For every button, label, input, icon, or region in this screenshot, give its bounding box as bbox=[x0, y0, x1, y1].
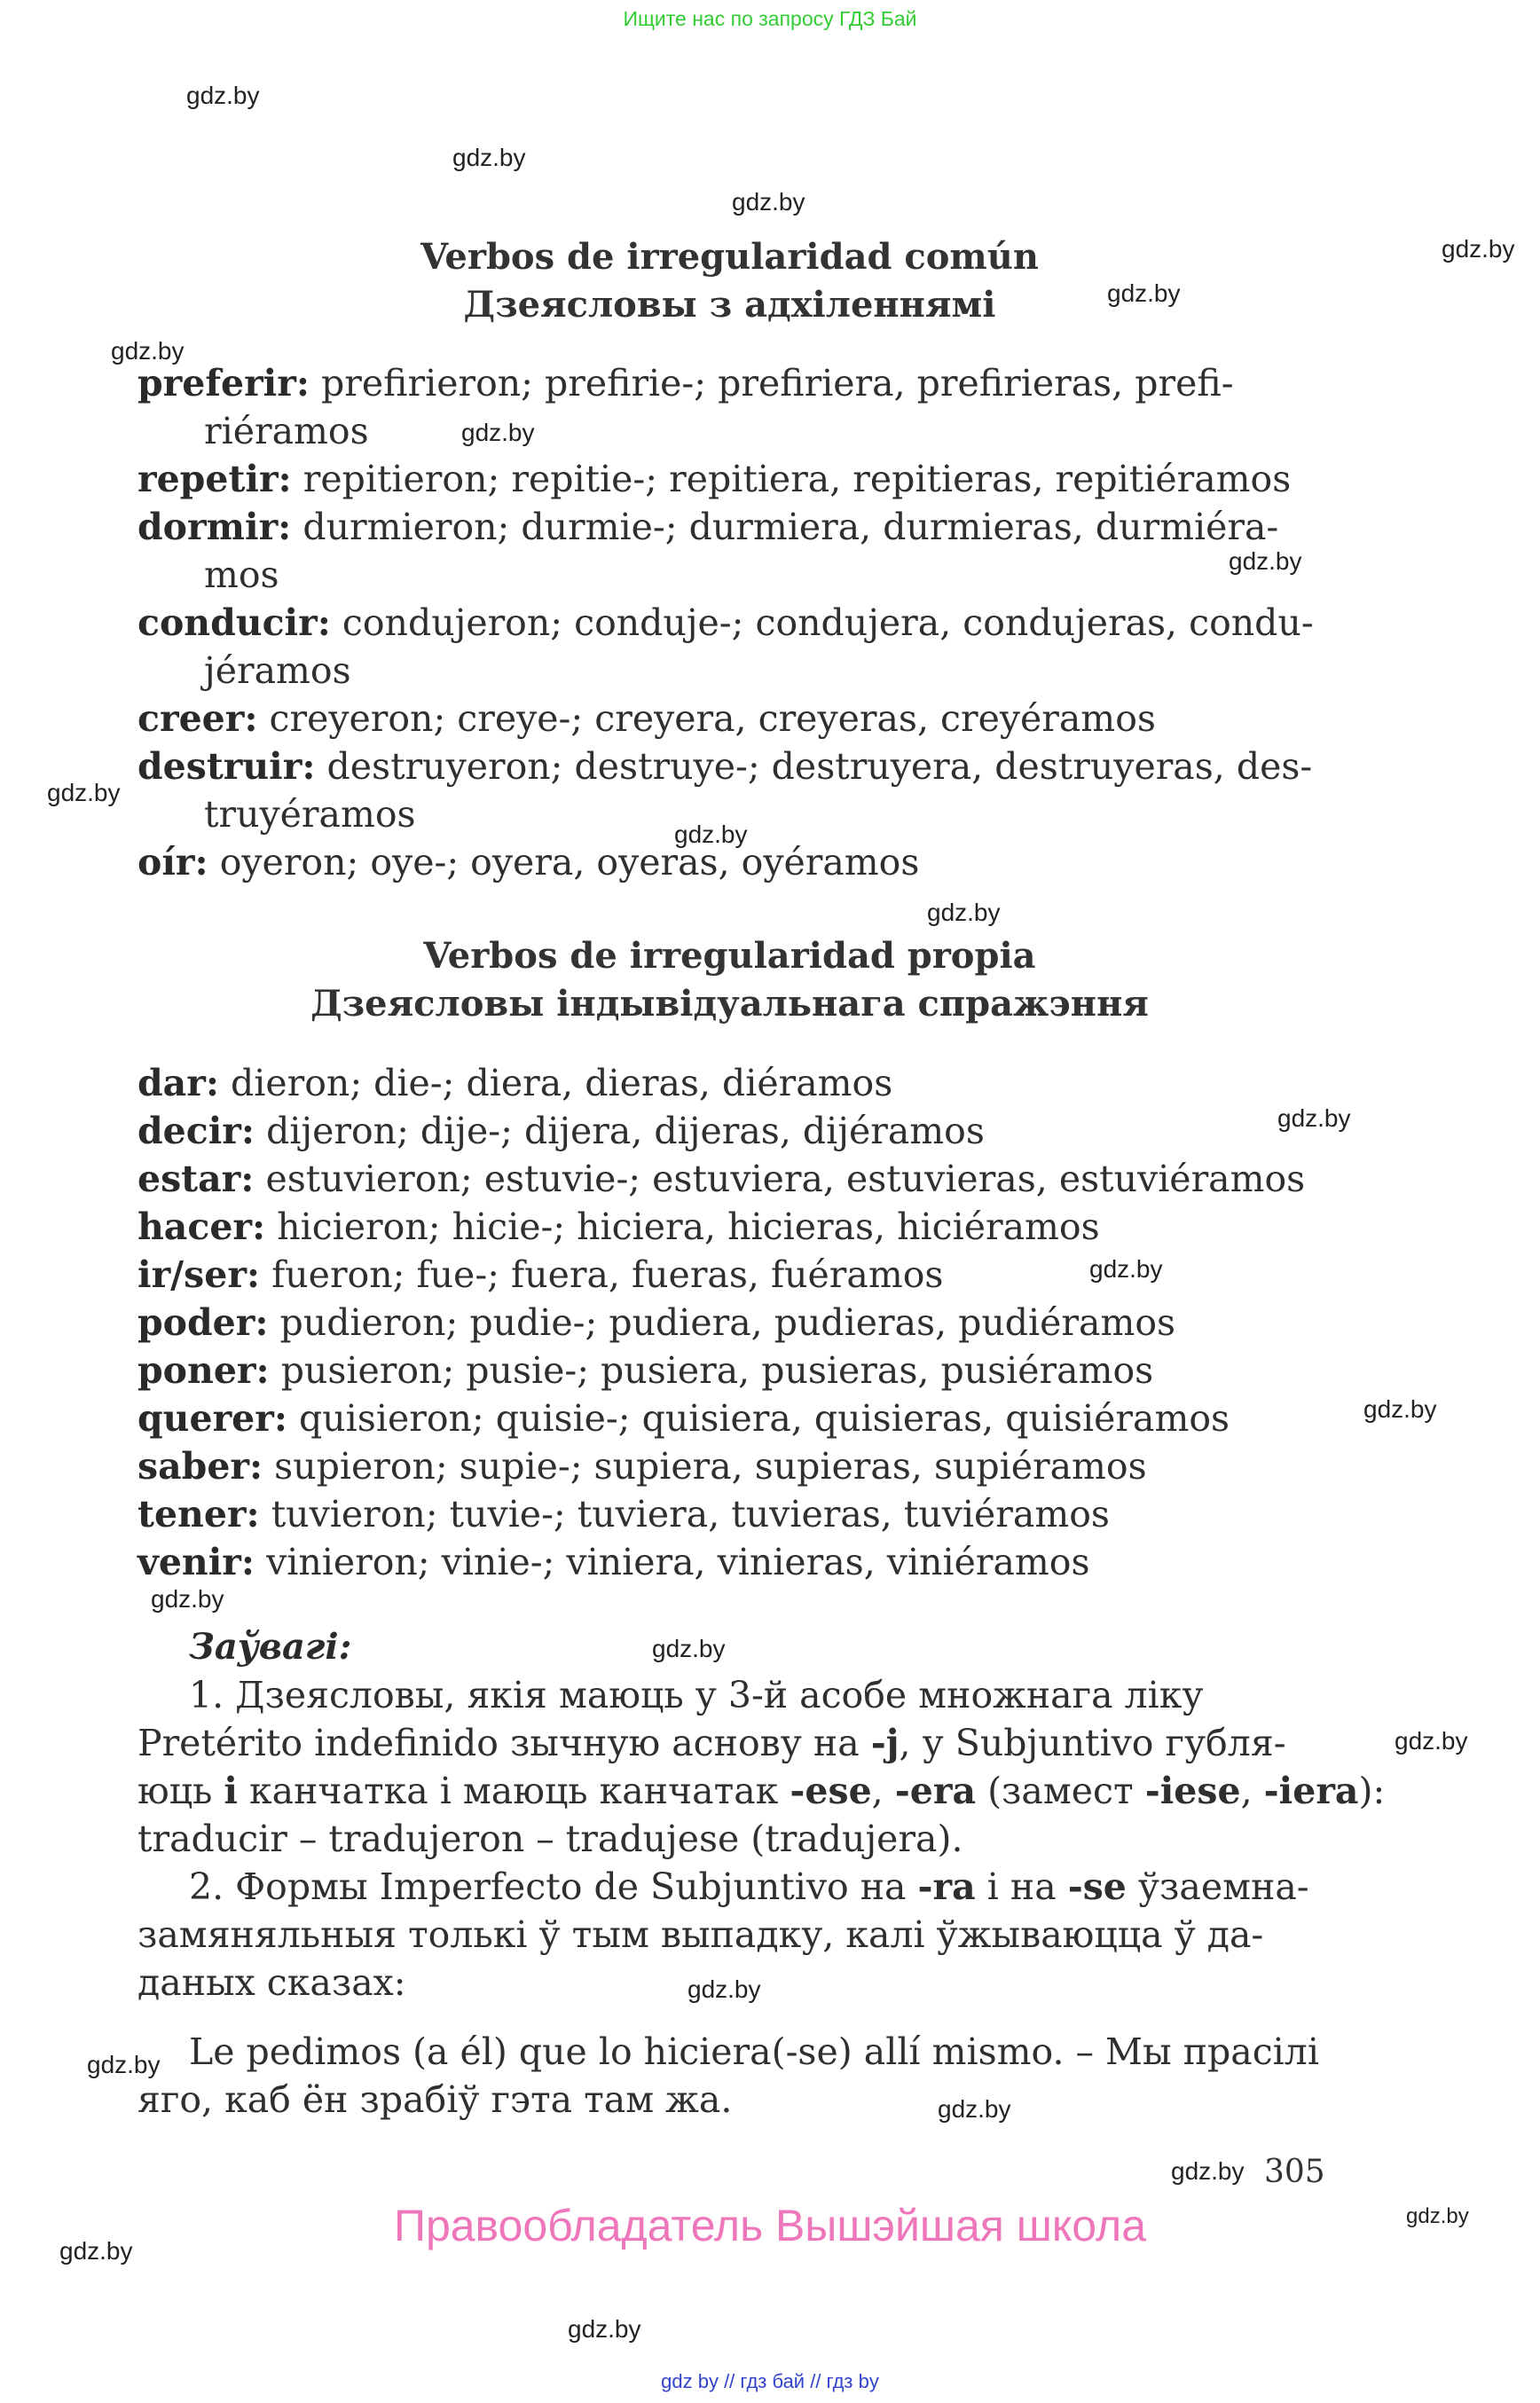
verb-name: hacer: bbox=[138, 1205, 266, 1248]
ending-ra: -ra bbox=[917, 1865, 976, 1908]
verb-forms: oyeron; oye-; oyera, oyeras, oyéramos bbox=[208, 841, 920, 883]
watermark: gdz.by bbox=[59, 2237, 133, 2265]
note-line bbox=[138, 1719, 1322, 1767]
watermark: gdz.by bbox=[47, 779, 121, 806]
example-line: яго, каб ён зрабіў гэта там жа. bbox=[138, 2078, 733, 2121]
verb-forms: supieron; supie-; supiera, supieras, supiéramos bbox=[263, 1445, 1147, 1488]
watermark: gdz.by bbox=[1406, 2204, 1469, 2228]
note-text: 2. Формы Imperfecto de Subjuntivo на bbox=[189, 1865, 918, 1908]
verb-forms: fueron; fue-; fuera, fueras, fuéramos bbox=[260, 1253, 944, 1296]
verb-forms: prefirieron; prefirie-; prefiriera, prefirieras, prefi- bbox=[310, 362, 1234, 404]
section-title-es: Verbos de irregularidad común bbox=[420, 236, 1039, 278]
verb-entry bbox=[138, 695, 1322, 742]
copyright-notice: Правообладатель Вышэйшая школа bbox=[394, 2201, 1146, 2250]
note-text: канчатка і маюць канчатак bbox=[238, 1770, 790, 1812]
verb-name: poner: bbox=[138, 1349, 270, 1392]
verb-name: destruir: bbox=[138, 745, 316, 788]
section-title-es: Verbos de irregularidad propia bbox=[423, 935, 1036, 977]
verb-forms-continued: truyéramos bbox=[204, 793, 416, 836]
watermark: gdz.by bbox=[674, 821, 748, 848]
verb-forms: tuvieron; tuvie-; tuviera, tuvieras, tuviéramos bbox=[259, 1493, 1110, 1535]
watermark: gdz.by bbox=[688, 1975, 761, 2003]
watermark: gdz.by bbox=[1442, 235, 1515, 263]
note-text: і на bbox=[975, 1865, 1068, 1908]
verb-forms: condujeron; conduje-; condujera, condujeras, condu- bbox=[330, 601, 1314, 644]
note-line bbox=[138, 1671, 1322, 1719]
verb-entry bbox=[138, 1155, 1322, 1203]
watermark: gdz.by bbox=[186, 82, 260, 109]
example-text: Le pedimos (a él) que lo hiciera(-se) allí mismo. – Мы прасілі bbox=[189, 2030, 1319, 2073]
verb-forms-continued: jéramos bbox=[204, 649, 351, 692]
verb-entry bbox=[138, 1490, 1322, 1538]
verb-name: conducir: bbox=[138, 601, 331, 644]
verb-forms: dieron; die-; diera, dieras, diéramos bbox=[218, 1062, 893, 1104]
watermark: gdz.by bbox=[732, 188, 805, 216]
verb-name: venir: bbox=[138, 1541, 255, 1583]
note-line: даных сказах: bbox=[138, 1961, 406, 2004]
note-1 bbox=[138, 1671, 1386, 1863]
watermark: gdz.by bbox=[568, 2315, 641, 2343]
verb-forms: creyeron; creye-; creyera, creyeras, creyéramos bbox=[257, 697, 1156, 740]
verb-name: saber: bbox=[138, 1445, 263, 1488]
watermark: gdz.by bbox=[452, 144, 526, 171]
watermark: gdz.by bbox=[652, 1635, 726, 1662]
verb-name: dar: bbox=[138, 1062, 219, 1104]
ending-iera: -iera bbox=[1263, 1770, 1359, 1812]
ending-ese: -ese bbox=[790, 1770, 872, 1812]
ending-era: -era bbox=[894, 1770, 977, 1812]
verb-forms: dijeron; dije-; dijera, dijeras, dijéramos bbox=[255, 1110, 985, 1152]
verb-forms: pusieron; pusie-; pusiera, pusieras, pusiéramos bbox=[269, 1349, 1154, 1392]
verb-entry bbox=[138, 1203, 1322, 1251]
letter-i: і bbox=[224, 1770, 238, 1812]
verb-entry bbox=[138, 599, 1322, 695]
note-text: (замест bbox=[976, 1770, 1145, 1812]
verb-name: estar: bbox=[138, 1158, 255, 1200]
verb-forms: repitieron; repitie-; repitiera, repitieras, repitiéramos bbox=[291, 458, 1292, 500]
verb-forms: durmieron; durmie-; durmiera, durmieras, durmiéra- bbox=[291, 506, 1279, 548]
section-title-be: Дзеясловы індывідуальнага спражэння bbox=[310, 983, 1149, 1025]
watermark: gdz.by bbox=[87, 2051, 161, 2078]
verb-forms: destruyeron; destruye-; destruyera, destruyeras, des- bbox=[315, 745, 1313, 788]
verb-forms: pudieron; pudie-; pudiera, pudieras, pudiéramos bbox=[268, 1301, 1176, 1344]
watermark: gdz.by bbox=[1089, 1255, 1163, 1283]
watermark: gdz.by bbox=[938, 2095, 1011, 2123]
watermark: gdz.by bbox=[1395, 1727, 1468, 1755]
verb-name: oír: bbox=[138, 841, 208, 883]
verb-name: ir/ser: bbox=[138, 1253, 261, 1296]
verb-entry bbox=[138, 359, 1322, 455]
watermark: gdz.by bbox=[461, 419, 535, 446]
watermark: gdz.by bbox=[1229, 547, 1302, 575]
ending-iese: -iese bbox=[1144, 1770, 1241, 1812]
watermark: gdz.by bbox=[1363, 1395, 1437, 1423]
page-number: 305 bbox=[1264, 2154, 1325, 2190]
note-line bbox=[138, 1863, 1322, 1911]
verb-entry bbox=[138, 742, 1322, 838]
verb-entry bbox=[138, 1347, 1322, 1394]
watermark: gdz.by bbox=[1107, 279, 1181, 307]
top-banner[interactable]: Ищите нас по запросу ГДЗ Бай bbox=[623, 7, 917, 30]
verb-entry bbox=[138, 1251, 1322, 1299]
verb-entry bbox=[138, 1107, 1322, 1155]
watermark: gdz.by bbox=[927, 899, 1001, 926]
watermark: gdz.by bbox=[1171, 2157, 1245, 2185]
verb-name: tener: bbox=[138, 1493, 260, 1535]
verb-entry bbox=[138, 1442, 1322, 1490]
note-2 bbox=[138, 1863, 1322, 2006]
note-text: 1. Дзеясловы, якія маюць у 3-й асобе множнага ліку bbox=[189, 1674, 1204, 1716]
verb-forms: hicieron; hicie-; hiciera, hicieras, hiciéramos bbox=[265, 1205, 1100, 1248]
verb-entry bbox=[138, 455, 1322, 503]
note-text: , у Subjuntivo губля- bbox=[899, 1722, 1286, 1764]
verb-entry bbox=[138, 1538, 1322, 1586]
notes-title: Заўвагі: bbox=[189, 1626, 352, 1668]
verb-name: querer: bbox=[138, 1397, 287, 1440]
verb-entry bbox=[138, 1394, 1322, 1442]
note-line: замяняльныя толькі ў тым выпадку, калі ўжываюцца ў да- bbox=[138, 1913, 1264, 1956]
watermark: gdz.by bbox=[1277, 1104, 1351, 1132]
note-text: ўзаемна- bbox=[1126, 1865, 1309, 1908]
note-text: , bbox=[1240, 1770, 1264, 1812]
verb-forms-continued: mos bbox=[204, 554, 279, 596]
watermark: gdz.by bbox=[151, 1585, 224, 1613]
ending-j: -j bbox=[870, 1722, 900, 1764]
note-text: юць bbox=[138, 1770, 224, 1812]
verb-entry bbox=[138, 503, 1322, 599]
verb-entry bbox=[138, 838, 1322, 886]
verb-name: repetir: bbox=[138, 458, 292, 500]
example-line bbox=[138, 2028, 1322, 2076]
example bbox=[138, 2028, 1322, 2124]
verb-entry bbox=[138, 1299, 1322, 1347]
verb-name: creer: bbox=[138, 697, 258, 740]
verb-name: decir: bbox=[138, 1110, 255, 1152]
ending-se: -se bbox=[1067, 1865, 1127, 1908]
note-text: , bbox=[871, 1770, 895, 1812]
verb-name: preferir: bbox=[138, 362, 310, 404]
watermark: gdz.by bbox=[111, 337, 185, 365]
section-title-be: Дзеясловы з адхіленнямі bbox=[463, 284, 996, 326]
bottom-links[interactable]: gdz by // гдз бай // гдз by bbox=[661, 2370, 879, 2392]
verb-forms: estuvieron; estuvie-; estuviera, estuvieras, estuviéramos bbox=[254, 1158, 1306, 1200]
verb-entry bbox=[138, 1059, 1322, 1107]
verb-name: poder: bbox=[138, 1301, 269, 1344]
verb-forms: vinieron; vinie-; viniera, vinieras, viniéramos bbox=[255, 1541, 1090, 1583]
verb-forms-continued: riéramos bbox=[204, 410, 369, 452]
note-line bbox=[138, 1767, 1386, 1815]
verb-forms: quisieron; quisie-; quisiera, quisieras, quisiéramos bbox=[287, 1397, 1230, 1440]
note-text: Pretérito indefinido зычную аснову на bbox=[138, 1722, 871, 1764]
note-text: ): bbox=[1358, 1770, 1386, 1812]
verb-name: dormir: bbox=[138, 506, 292, 548]
note-line: traducir – tradujeron – tradujese (tradujera). bbox=[138, 1818, 963, 1860]
